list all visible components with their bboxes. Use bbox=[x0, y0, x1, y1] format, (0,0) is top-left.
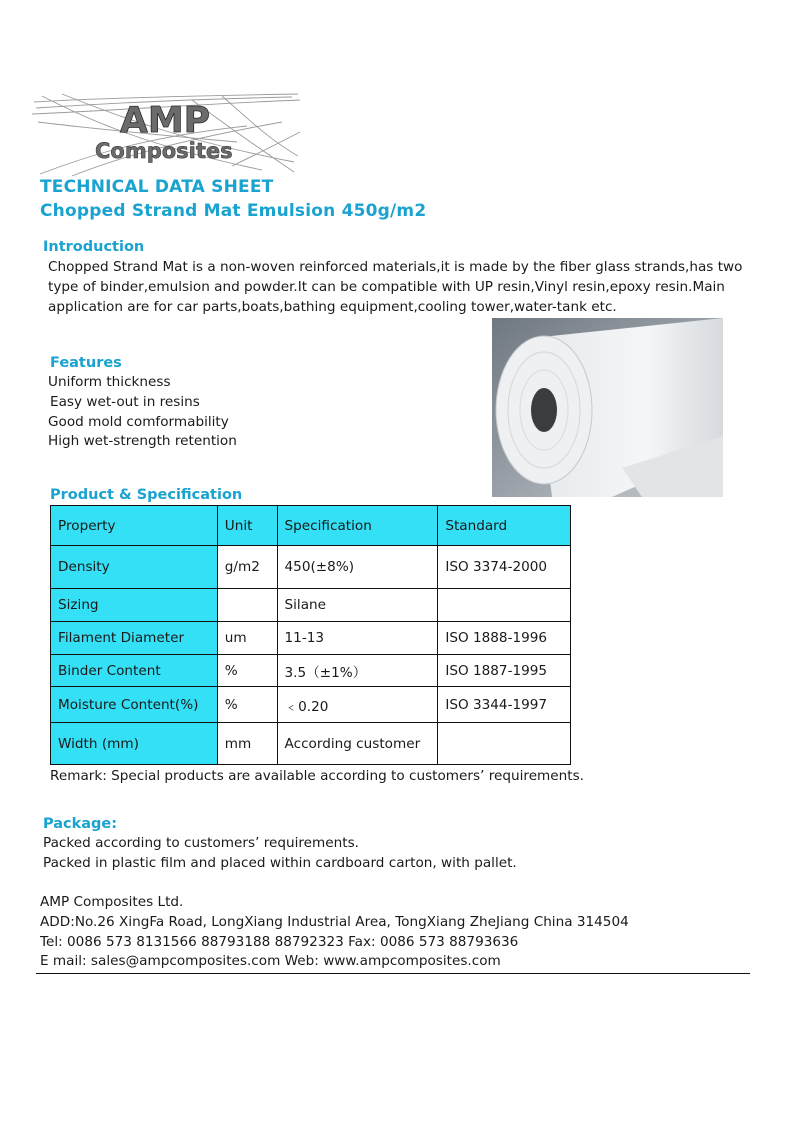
header-cell: Specification bbox=[277, 506, 438, 546]
unit-cell: um bbox=[217, 622, 277, 655]
specification-cell: 450(±8%) bbox=[277, 546, 438, 589]
unit-cell: g/m2 bbox=[217, 546, 277, 589]
specification-cell: ﹤0.20 bbox=[277, 687, 438, 723]
table-header-row bbox=[51, 506, 571, 546]
spec-remark: Remark: Special products are available according to customers’ requirements. bbox=[50, 768, 585, 784]
spec-heading: Product & Specification bbox=[50, 487, 243, 503]
header-cell: Standard bbox=[438, 506, 571, 546]
company-name: AMP Composites Ltd. bbox=[40, 894, 184, 910]
unit-cell: % bbox=[217, 655, 277, 687]
property-cell: Binder Content bbox=[51, 655, 218, 687]
feature-item: Uniform thickness bbox=[48, 374, 171, 390]
specification-cell: 11-13 bbox=[277, 622, 438, 655]
company-info bbox=[40, 893, 629, 972]
standard-cell bbox=[438, 723, 571, 765]
unit-cell: mm bbox=[217, 723, 277, 765]
package-text bbox=[43, 834, 517, 874]
table-row bbox=[51, 546, 571, 589]
unit-cell: % bbox=[217, 687, 277, 723]
property-cell: Density bbox=[51, 546, 218, 589]
property-cell: Filament Diameter bbox=[51, 622, 218, 655]
table-row bbox=[51, 687, 571, 723]
package-line: Packed in plastic film and placed within cardboard carton, with pallet. bbox=[43, 855, 517, 871]
specification-cell: 3.5（±1%） bbox=[277, 655, 438, 687]
standard-cell: ISO 1888-1996 bbox=[438, 622, 571, 655]
feature-item: Good mold comformability bbox=[48, 413, 229, 430]
table-row bbox=[51, 655, 571, 687]
feature-item: Easy wet-out in resins bbox=[50, 393, 200, 410]
standard-cell: ISO 3374-2000 bbox=[438, 546, 571, 589]
property-cell: Width (mm) bbox=[51, 723, 218, 765]
spec-table bbox=[50, 505, 571, 765]
logo-text-composites: Composites bbox=[95, 139, 233, 163]
company-logo bbox=[32, 92, 302, 176]
property-cell: Moisture Content(%) bbox=[51, 687, 218, 723]
introduction-line: application are for car parts,boats,bathing equipment,cooling tower,water-tank etc. bbox=[48, 298, 617, 315]
unit-cell bbox=[217, 589, 277, 622]
logo-text-amp: AMP bbox=[120, 100, 211, 141]
features-heading: Features bbox=[50, 355, 122, 371]
property-cell: Sizing bbox=[51, 589, 218, 622]
product-title: Chopped Strand Mat Emulsion 450g/m2 bbox=[40, 201, 427, 221]
company-address: ADD:No.26 XingFa Road, LongXiang Industrial Area, TongXiang ZheJiang China 314504 bbox=[40, 913, 629, 930]
introduction-line: type of binder,emulsion and powder.It can be compatible with UP resin,Vinyl resin,epoxy resin.Main bbox=[48, 278, 725, 295]
doc-title: TECHNICAL DATA SHEET bbox=[40, 177, 274, 197]
table-row bbox=[51, 723, 571, 765]
introduction-text bbox=[48, 258, 748, 317]
product-photo bbox=[492, 318, 723, 497]
footer-divider bbox=[36, 973, 750, 974]
table-row bbox=[51, 622, 571, 655]
company-phone: Tel: 0086 573 8131566 88793188 88792323 Fax: 0086 573 88793636 bbox=[40, 933, 519, 950]
standard-cell: ISO 3344-1997 bbox=[438, 687, 571, 723]
header-cell: Unit bbox=[217, 506, 277, 546]
table-row bbox=[51, 589, 571, 622]
package-line: Packed according to customers’ requirements. bbox=[43, 835, 359, 851]
introduction-line: Chopped Strand Mat is a non-woven reinforced materials,it is made by the fiber glass strands,has two bbox=[48, 259, 743, 275]
specification-cell: Silane bbox=[277, 589, 438, 622]
specification-cell: According customer bbox=[277, 723, 438, 765]
standard-cell: ISO 1887-1995 bbox=[438, 655, 571, 687]
header-cell: Property bbox=[51, 506, 218, 546]
introduction-heading: Introduction bbox=[43, 239, 145, 255]
company-email-web: E mail: sales@ampcomposites.com Web: www.ampcomposites.com bbox=[40, 953, 501, 970]
standard-cell bbox=[438, 589, 571, 622]
features-list bbox=[48, 373, 237, 452]
feature-item: High wet-strength retention bbox=[48, 433, 237, 450]
package-heading: Package: bbox=[43, 816, 118, 832]
